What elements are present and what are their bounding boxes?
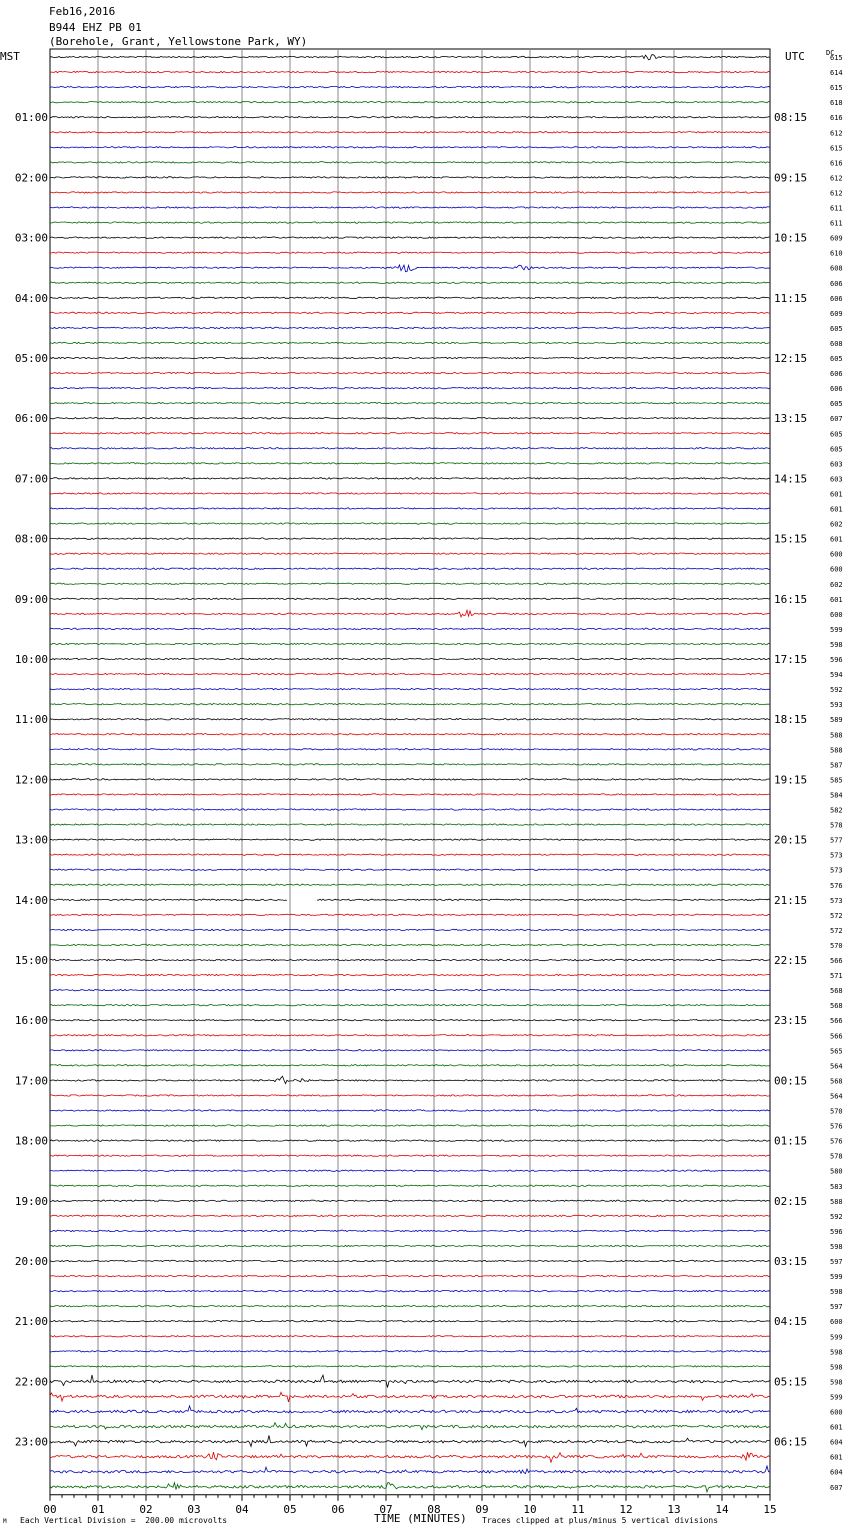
trace-line [50, 839, 770, 840]
trace-line [50, 86, 770, 87]
trace-line [50, 1245, 770, 1246]
left-hour-label: 21:00 [14, 1315, 48, 1329]
left-timezone-label: MST [0, 50, 20, 63]
dc-offset-label: 578 [830, 1152, 843, 1161]
dc-offset-label: 605 [830, 445, 843, 454]
right-hour-label: 04:15 [774, 1315, 808, 1329]
dc-offset-label: 572 [830, 911, 843, 920]
left-hour-label: 03:00 [14, 231, 48, 245]
dc-offset-label: 593 [830, 701, 843, 710]
dc-offset-label: 609 [830, 309, 843, 318]
dc-offset-label: 606 [830, 294, 843, 303]
left-hour-label: 11:00 [14, 713, 48, 727]
left-hour-label: 17:00 [14, 1074, 48, 1088]
left-hour-label: 01:00 [14, 111, 48, 125]
dc-offset-label: 599 [830, 625, 843, 634]
trace-line [50, 869, 770, 870]
right-hour-label: 20:15 [774, 833, 808, 847]
trace-line [50, 493, 770, 494]
trace-line [50, 1035, 770, 1036]
dc-offset-label: 601 [830, 1453, 843, 1462]
trace-line [50, 824, 770, 825]
trace-line [50, 1200, 770, 1201]
right-hour-label: 14:15 [774, 472, 808, 486]
trace-line [50, 643, 770, 644]
trace-line [50, 418, 770, 419]
left-hour-label: 22:00 [14, 1375, 48, 1389]
dc-offset-label: 605 [830, 430, 843, 439]
dc-offset-label: 570 [830, 1107, 843, 1116]
dc-offset-label: 609 [830, 234, 843, 243]
x-tick-label: 10 [523, 1502, 537, 1516]
x-tick-label: 14 [715, 1502, 729, 1516]
left-hour-label: 12:00 [14, 773, 48, 787]
dc-offset-label: 605 [830, 400, 843, 409]
left-hour-label: 02:00 [14, 171, 48, 185]
corner-mark: M [3, 1518, 7, 1525]
trace-line [50, 237, 770, 238]
dc-offset-label: 600 [830, 565, 843, 574]
trace-line [50, 794, 770, 795]
trace-line [50, 989, 770, 990]
trace-line [50, 357, 770, 358]
dc-offset-label: 601 [830, 535, 843, 544]
trace-line [50, 688, 770, 689]
left-hour-label: 08:00 [14, 532, 48, 546]
trace-line [50, 1170, 770, 1171]
dc-offset-label: 568 [830, 1002, 843, 1011]
x-axis-title: TIME (MINUTES) [374, 1512, 467, 1525]
trace-line [50, 1110, 770, 1111]
trace-line [50, 914, 770, 915]
dc-offset-label: 587 [830, 761, 843, 770]
trace-line [50, 704, 770, 705]
dc-offset-label: 573 [830, 851, 843, 860]
x-tick-label: 00 [43, 1502, 57, 1516]
x-tick-label: 05 [283, 1502, 297, 1516]
dc-offset-label: 601 [830, 505, 843, 514]
dc-offset-label: 576 [830, 881, 843, 890]
trace-line [50, 327, 770, 328]
dc-offset-label: 611 [830, 219, 843, 228]
trace-line [50, 673, 770, 674]
dc-offset-label: 601 [830, 1423, 843, 1432]
dc-offset-label: 618 [830, 99, 843, 108]
dc-offset-label: 583 [830, 1182, 843, 1191]
dc-offset-label: 568 [830, 987, 843, 996]
trace-line [50, 974, 770, 975]
trace-line [50, 207, 770, 208]
dc-offset-label: 597 [830, 1303, 843, 1312]
plot-date: Feb16,2016 [49, 5, 116, 18]
x-tick-label: 06 [331, 1502, 345, 1516]
dc-offset-label: 598 [830, 1288, 843, 1297]
right-timezone-label: UTC [785, 50, 805, 63]
dc-offset-label: 600 [830, 610, 843, 619]
dc-offset-label: 603 [830, 460, 843, 469]
right-hour-label: 23:15 [774, 1014, 808, 1028]
x-tick-label: 08 [427, 1502, 441, 1516]
trace-line [50, 252, 770, 253]
dc-offset-label: 616 [830, 159, 843, 168]
trace-line [50, 598, 770, 599]
dc-offset-label: 598 [830, 640, 843, 649]
dc-offset-label: 588 [830, 746, 843, 755]
dc-offset-label: 605 [830, 324, 843, 333]
trace-line [50, 1215, 770, 1216]
right-hour-label: 15:15 [774, 532, 808, 546]
dc-offset-label: 588 [830, 1197, 843, 1206]
dc-offset-label: 598 [830, 1348, 843, 1357]
dc-offset-label: 571 [830, 972, 843, 981]
dc-offset-label: 570 [830, 941, 843, 950]
trace-line [50, 1351, 770, 1352]
x-tick-label: 15 [763, 1502, 777, 1516]
x-tick-label: 02 [139, 1502, 153, 1516]
trace-line [50, 1406, 770, 1413]
dc-offset-label: 604 [830, 1468, 843, 1477]
trace-line [50, 884, 770, 885]
dc-offset-label: 606 [830, 370, 843, 379]
dc-offset-label: 602 [830, 580, 843, 589]
trace-line [50, 478, 770, 479]
left-hour-label: 19:00 [14, 1194, 48, 1208]
dc-offset-label: 594 [830, 671, 843, 680]
trace-line [50, 132, 770, 133]
left-hour-label: 20:00 [14, 1255, 48, 1268]
trace-line [50, 538, 770, 539]
right-hour-label: 16:15 [774, 592, 808, 606]
trace-line [50, 553, 770, 554]
trace-line [50, 1095, 770, 1096]
trace-line [50, 102, 770, 103]
dc-offset-label: 614 [830, 69, 843, 78]
trace-line [50, 899, 770, 900]
dc-offset-label: 603 [830, 475, 843, 484]
trace-line [50, 610, 770, 617]
trace-line [50, 1392, 770, 1402]
dc-offset-label: 592 [830, 1212, 843, 1221]
scale-note: Each Vertical Division = 200.00 microvolts [20, 1516, 228, 1525]
trace-line [50, 658, 770, 659]
dc-offset-label: 564 [830, 1092, 843, 1101]
trace-line [50, 463, 770, 464]
trace-line [50, 117, 770, 118]
dc-offset-label: 596 [830, 1227, 843, 1236]
dc-offset-label: 592 [830, 686, 843, 695]
dc-offset-label: 573 [830, 896, 843, 905]
dc-offset-label: 589 [830, 716, 843, 725]
trace-line [50, 929, 770, 930]
dc-offset-label: 608 [830, 339, 843, 348]
dc-offset-label: 596 [830, 656, 843, 664]
dc-offset-label: 615 [830, 144, 843, 153]
left-hour-label: 10:00 [14, 653, 48, 666]
right-hour-label: 13:15 [774, 412, 808, 426]
trace-line [50, 1435, 770, 1446]
dc-offset-label: 578 [830, 821, 843, 830]
trace-line [50, 312, 770, 313]
dc-offset-label: 566 [830, 1017, 843, 1026]
dc-offset-label: 606 [830, 279, 843, 288]
trace-line [50, 568, 770, 569]
left-hour-label: 16:00 [14, 1014, 48, 1028]
dc-offset-label: 565 [830, 1047, 843, 1056]
trace-line [50, 944, 770, 945]
trace-line [50, 147, 770, 148]
clip-note: Traces clipped at plus/minus 5 vertical divisions [482, 1516, 719, 1525]
trace-line [50, 282, 770, 283]
trace-line [50, 1005, 770, 1006]
dc-offset-label: 577 [830, 836, 843, 845]
trace-line [50, 71, 770, 72]
left-hour-label: 05:00 [14, 352, 48, 365]
dc-offset-label: 600 [830, 550, 843, 559]
dc-offset-label: 585 [830, 776, 843, 785]
dc-offset-label: 615 [830, 84, 843, 93]
right-hour-label: 19:15 [774, 773, 808, 787]
trace-line [50, 1050, 770, 1051]
dc-offset-label: 602 [830, 520, 843, 529]
dc-offset-label: 612 [830, 189, 843, 198]
left-hour-label: 23:00 [14, 1435, 48, 1449]
dc-offset-label: 611 [830, 204, 843, 213]
left-hour-label: 14:00 [14, 893, 48, 907]
dc-offset-label: 605 [830, 355, 843, 363]
trace-line [50, 1155, 770, 1156]
trace-line [50, 1230, 770, 1231]
trace-line [50, 1020, 770, 1021]
dc-offset-label: 598 [830, 1378, 843, 1387]
trace-line [50, 1306, 770, 1307]
dc-offset-label: 599 [830, 1273, 843, 1282]
dc-offset-label: 606 [830, 385, 843, 394]
trace-line [50, 1125, 770, 1126]
x-tick-label: 03 [187, 1502, 201, 1516]
trace-line [50, 403, 770, 404]
trace-line [50, 55, 770, 60]
dc-offset-label: 599 [830, 1333, 843, 1342]
left-hour-label: 09:00 [14, 592, 48, 606]
trace-line [50, 192, 770, 193]
right-hour-label: 11:15 [774, 291, 808, 305]
dc-offset-label: 597 [830, 1258, 843, 1266]
dc-offset-label: 600 [830, 1408, 843, 1417]
right-hour-label: 18:15 [774, 713, 808, 727]
trace-line [50, 734, 770, 735]
dc-offset-label: 616 [830, 114, 843, 123]
right-hour-label: 05:15 [774, 1375, 808, 1389]
trace-line [50, 719, 770, 720]
trace-line [50, 222, 770, 223]
dc-offset-label: 612 [830, 129, 843, 138]
left-hour-label: 06:00 [14, 412, 48, 426]
trace-line [50, 1260, 770, 1261]
dc-offset-label: 615 [830, 54, 843, 62]
trace-line [50, 809, 770, 810]
right-hour-label: 03:15 [774, 1255, 808, 1268]
dc-offset-label: 601 [830, 490, 843, 499]
dc-offset-label: 566 [830, 1032, 843, 1041]
dc-offset-label: 588 [830, 731, 843, 740]
trace-line [50, 1375, 770, 1388]
dc-offset-label: 573 [830, 866, 843, 875]
dc-offset-label: 599 [830, 1393, 843, 1402]
right-hour-label: 17:15 [774, 653, 808, 666]
x-tick-label: 01 [91, 1502, 105, 1516]
trace-line [50, 1321, 770, 1322]
trace-line [50, 372, 770, 373]
dc-offset-label: 584 [830, 791, 843, 800]
trace-line [50, 749, 770, 750]
left-hour-label: 07:00 [14, 472, 48, 486]
plot-frame [50, 49, 770, 1495]
right-hour-label: 22:15 [774, 954, 808, 967]
trace-line [50, 387, 770, 388]
dc-offset-label: 601 [830, 595, 843, 604]
trace-line [50, 162, 770, 163]
left-hour-label: 18:00 [14, 1134, 48, 1148]
trace-line [50, 583, 770, 584]
trace-line [50, 177, 770, 178]
trace-line [50, 297, 770, 298]
trace-line [50, 1140, 770, 1141]
dc-offset-label: 576 [830, 1137, 843, 1146]
right-hour-label: 01:15 [774, 1134, 808, 1148]
trace-line [50, 1290, 770, 1291]
dc-offset-label: 600 [830, 1318, 843, 1327]
dc-offset-label: 598 [830, 1363, 843, 1372]
x-tick-label: 09 [475, 1502, 489, 1516]
trace-line [50, 265, 770, 272]
station-location: (Borehole, Grant, Yellowstone Park, WY) [49, 35, 308, 48]
left-hour-label: 04:00 [14, 291, 48, 305]
trace-line [50, 1483, 770, 1492]
right-hour-label: 08:15 [774, 111, 808, 125]
dc-offset-header: DC [826, 49, 835, 57]
dc-offset-label: 572 [830, 926, 843, 935]
trace-line [50, 1065, 770, 1066]
dc-offset-label: 598 [830, 1242, 843, 1251]
dc-offset-label: 564 [830, 1062, 843, 1071]
right-hour-label: 06:15 [774, 1435, 808, 1449]
trace-line [50, 523, 770, 524]
right-hour-label: 10:15 [774, 231, 808, 245]
dc-offset-label: 568 [830, 1077, 843, 1086]
dc-offset-label: 604 [830, 1438, 843, 1447]
trace-line [50, 854, 770, 855]
dc-offset-label: 566 [830, 957, 843, 965]
right-hour-label: 02:15 [774, 1194, 808, 1208]
dc-offset-label: 582 [830, 806, 843, 815]
dc-offset-label: 580 [830, 1167, 843, 1176]
dc-offset-label: 608 [830, 264, 843, 273]
right-hour-label: 00:15 [774, 1074, 808, 1088]
dc-offset-label: 607 [830, 415, 843, 424]
trace-line [50, 508, 770, 509]
trace-line [50, 1076, 770, 1083]
station-code: B944 EHZ PB 01 [49, 21, 142, 34]
right-hour-label: 09:15 [774, 171, 808, 185]
trace-line [50, 1185, 770, 1186]
trace-line [50, 1452, 770, 1462]
right-hour-label: 21:15 [774, 893, 808, 907]
right-hour-label: 12:15 [774, 352, 808, 365]
trace-line [50, 959, 770, 960]
x-tick-label: 04 [235, 1502, 249, 1516]
x-tick-label: 11 [571, 1502, 585, 1516]
trace-line [50, 779, 770, 780]
left-hour-label: 15:00 [14, 954, 48, 967]
trace-line [50, 448, 770, 449]
trace-line [50, 1466, 770, 1474]
trace-line [50, 1366, 770, 1367]
left-hour-label: 13:00 [14, 833, 48, 847]
dc-offset-label: 610 [830, 249, 843, 258]
x-tick-label: 12 [619, 1502, 633, 1516]
dc-offset-label: 607 [830, 1483, 843, 1492]
trace-line [50, 433, 770, 434]
trace-line [50, 764, 770, 765]
trace-line [50, 1336, 770, 1337]
trace-line [50, 1275, 770, 1276]
dc-offset-label: 576 [830, 1122, 843, 1131]
x-tick-label: 13 [667, 1502, 681, 1516]
x-tick-label: 07 [379, 1502, 393, 1516]
dc-offset-label: 612 [830, 174, 843, 183]
trace-line [50, 628, 770, 629]
trace-line [50, 1423, 770, 1430]
trace-line [50, 342, 770, 343]
